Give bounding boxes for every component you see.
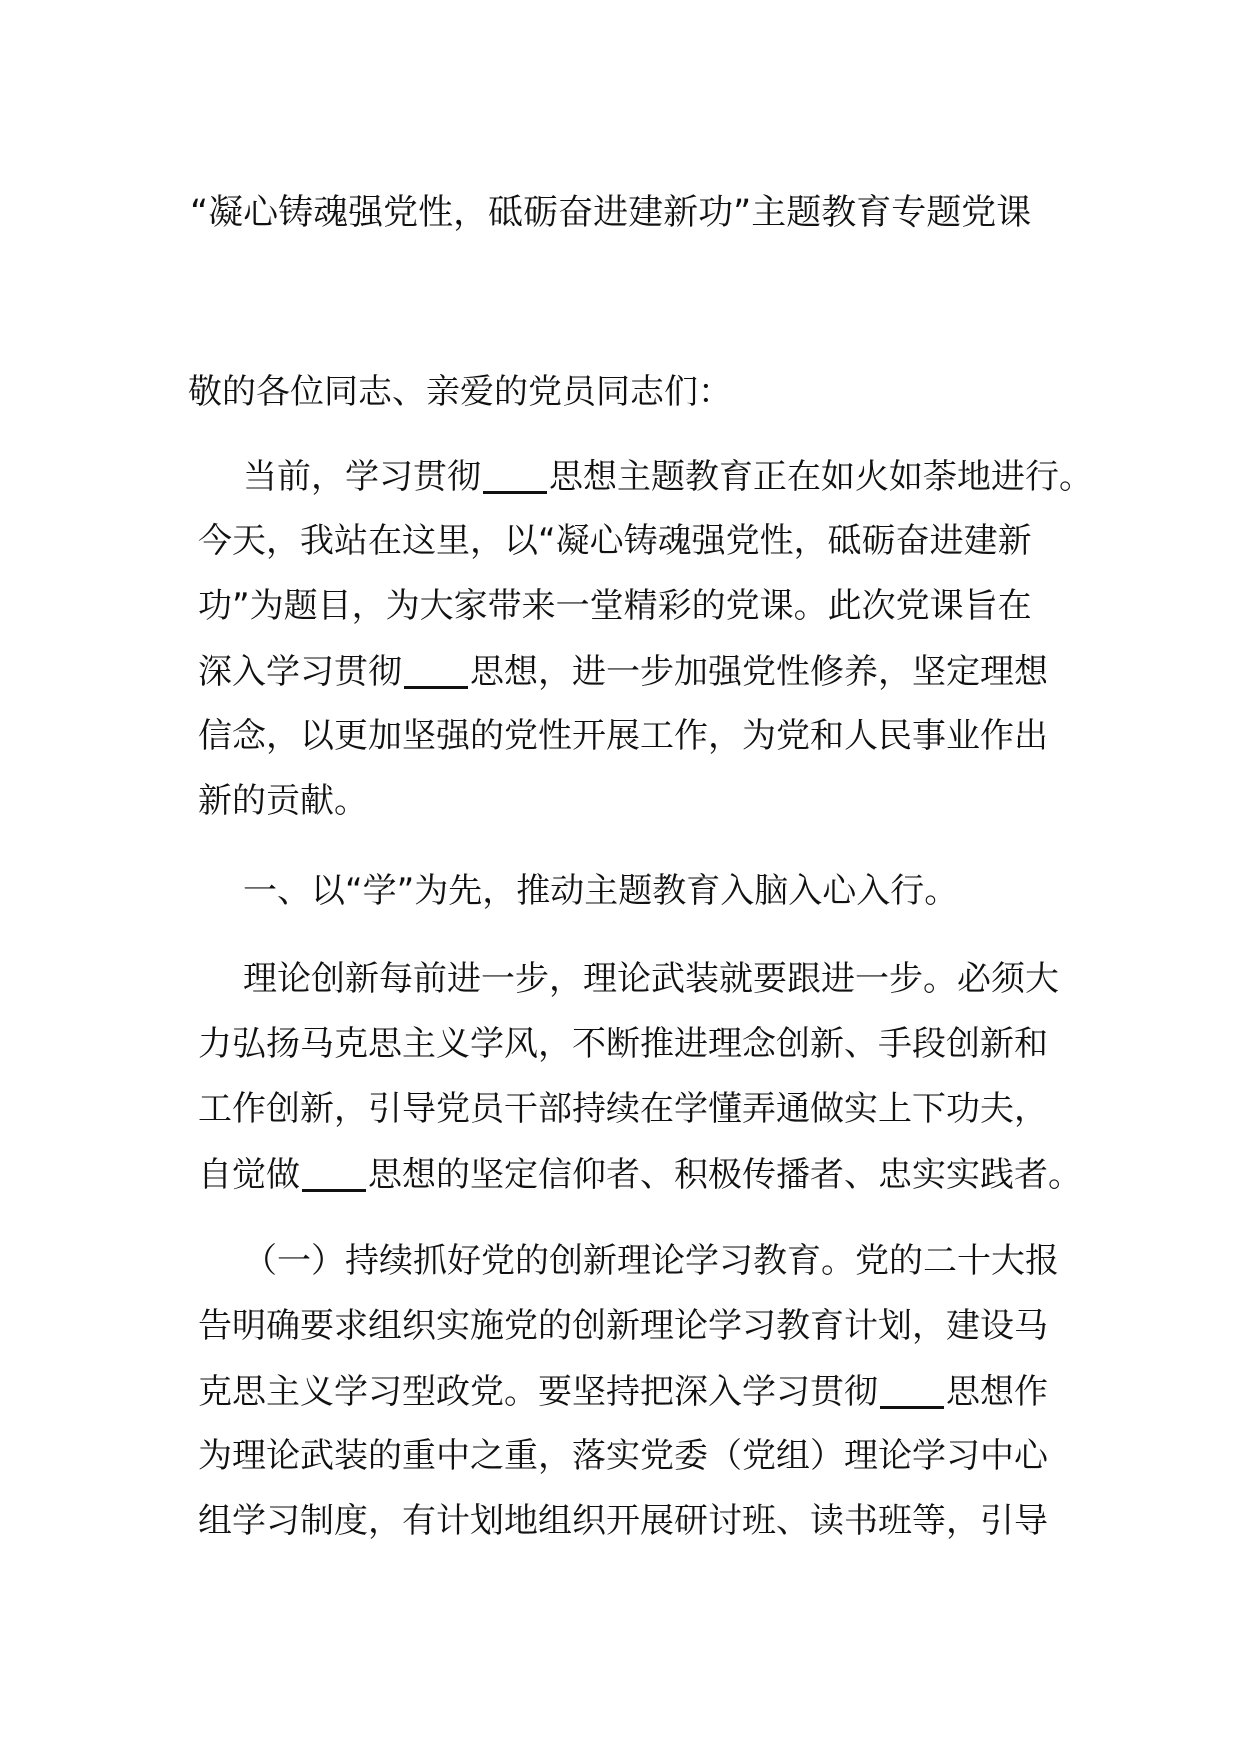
- p2-line-1: 理论创新每前进一步，理论武装就要跟进一步。必须大: [243, 959, 1059, 999]
- section-heading-1: 一、以“学”为先，推动主题教育入脑入心入行。: [243, 871, 959, 911]
- salutation: 敬的各位同志、亲爱的党员同志们：: [188, 372, 732, 412]
- p1-line-1: [243, 455, 1093, 498]
- blank-underline: [880, 1370, 944, 1409]
- p2-line-3: 工作创新，引导党员干部持续在学懂弄通做实上下功夫，: [198, 1089, 1048, 1129]
- p1-line-2: 今天，我站在这里，以“凝心铸魂强党性，砥砺奋进建新: [198, 521, 1032, 561]
- blank-underline: [404, 650, 468, 689]
- p1-line-4-part-b: 思想，进一步加强党性修养，坚定理想: [470, 652, 1048, 692]
- p2-line-4: [198, 1153, 1082, 1196]
- p1-line-4: [198, 650, 1048, 693]
- p1-line-1-part-a: 当前，学习贯彻: [243, 457, 481, 497]
- p1-line-6: 新的贡献。: [198, 781, 368, 821]
- p2-line-4-part-b: 思想的坚定信仰者、积极传播者、忠实实践者。: [368, 1155, 1082, 1195]
- blank-underline: [302, 1153, 366, 1192]
- p3-line-1: （一）持续抓好党的创新理论学习教育。党的二十大报: [243, 1241, 1059, 1281]
- p3-line-3-part-a: 克思主义学习型政党。要坚持把深入学习贯彻: [198, 1372, 878, 1412]
- p3-line-5: 组学习制度，有计划地组织开展研讨班、读书班等，引导: [198, 1501, 1048, 1541]
- blank-underline: [483, 455, 547, 494]
- p1-line-5: 信念，以更加坚强的党性开展工作，为党和人民事业作出: [198, 716, 1048, 756]
- p2-line-2: 力弘扬马克思主义学风，不断推进理念创新、手段创新和: [198, 1024, 1048, 1064]
- p1-line-3: 功”为题目，为大家带来一堂精彩的党课。此次党课旨在: [198, 586, 1032, 626]
- p3-line-3-part-b: 思想作: [946, 1372, 1048, 1412]
- p3-line-3: [198, 1370, 1048, 1413]
- p1-line-1-part-b: 思想主题教育正在如火如荼地进行。: [549, 457, 1093, 497]
- p3-line-4: 为理论武装的重中之重，落实党委（党组）理论学习中心: [198, 1436, 1048, 1476]
- document-title: “凝心铸魂强党性，砥砺奋进建新功”主题教育专题党课: [190, 193, 1032, 233]
- p2-line-4-part-a: 自觉做: [198, 1155, 300, 1195]
- p1-line-4-part-a: 深入学习贯彻: [198, 652, 402, 692]
- p3-line-2: 告明确要求组织实施党的创新理论学习教育计划，建设马: [198, 1306, 1048, 1346]
